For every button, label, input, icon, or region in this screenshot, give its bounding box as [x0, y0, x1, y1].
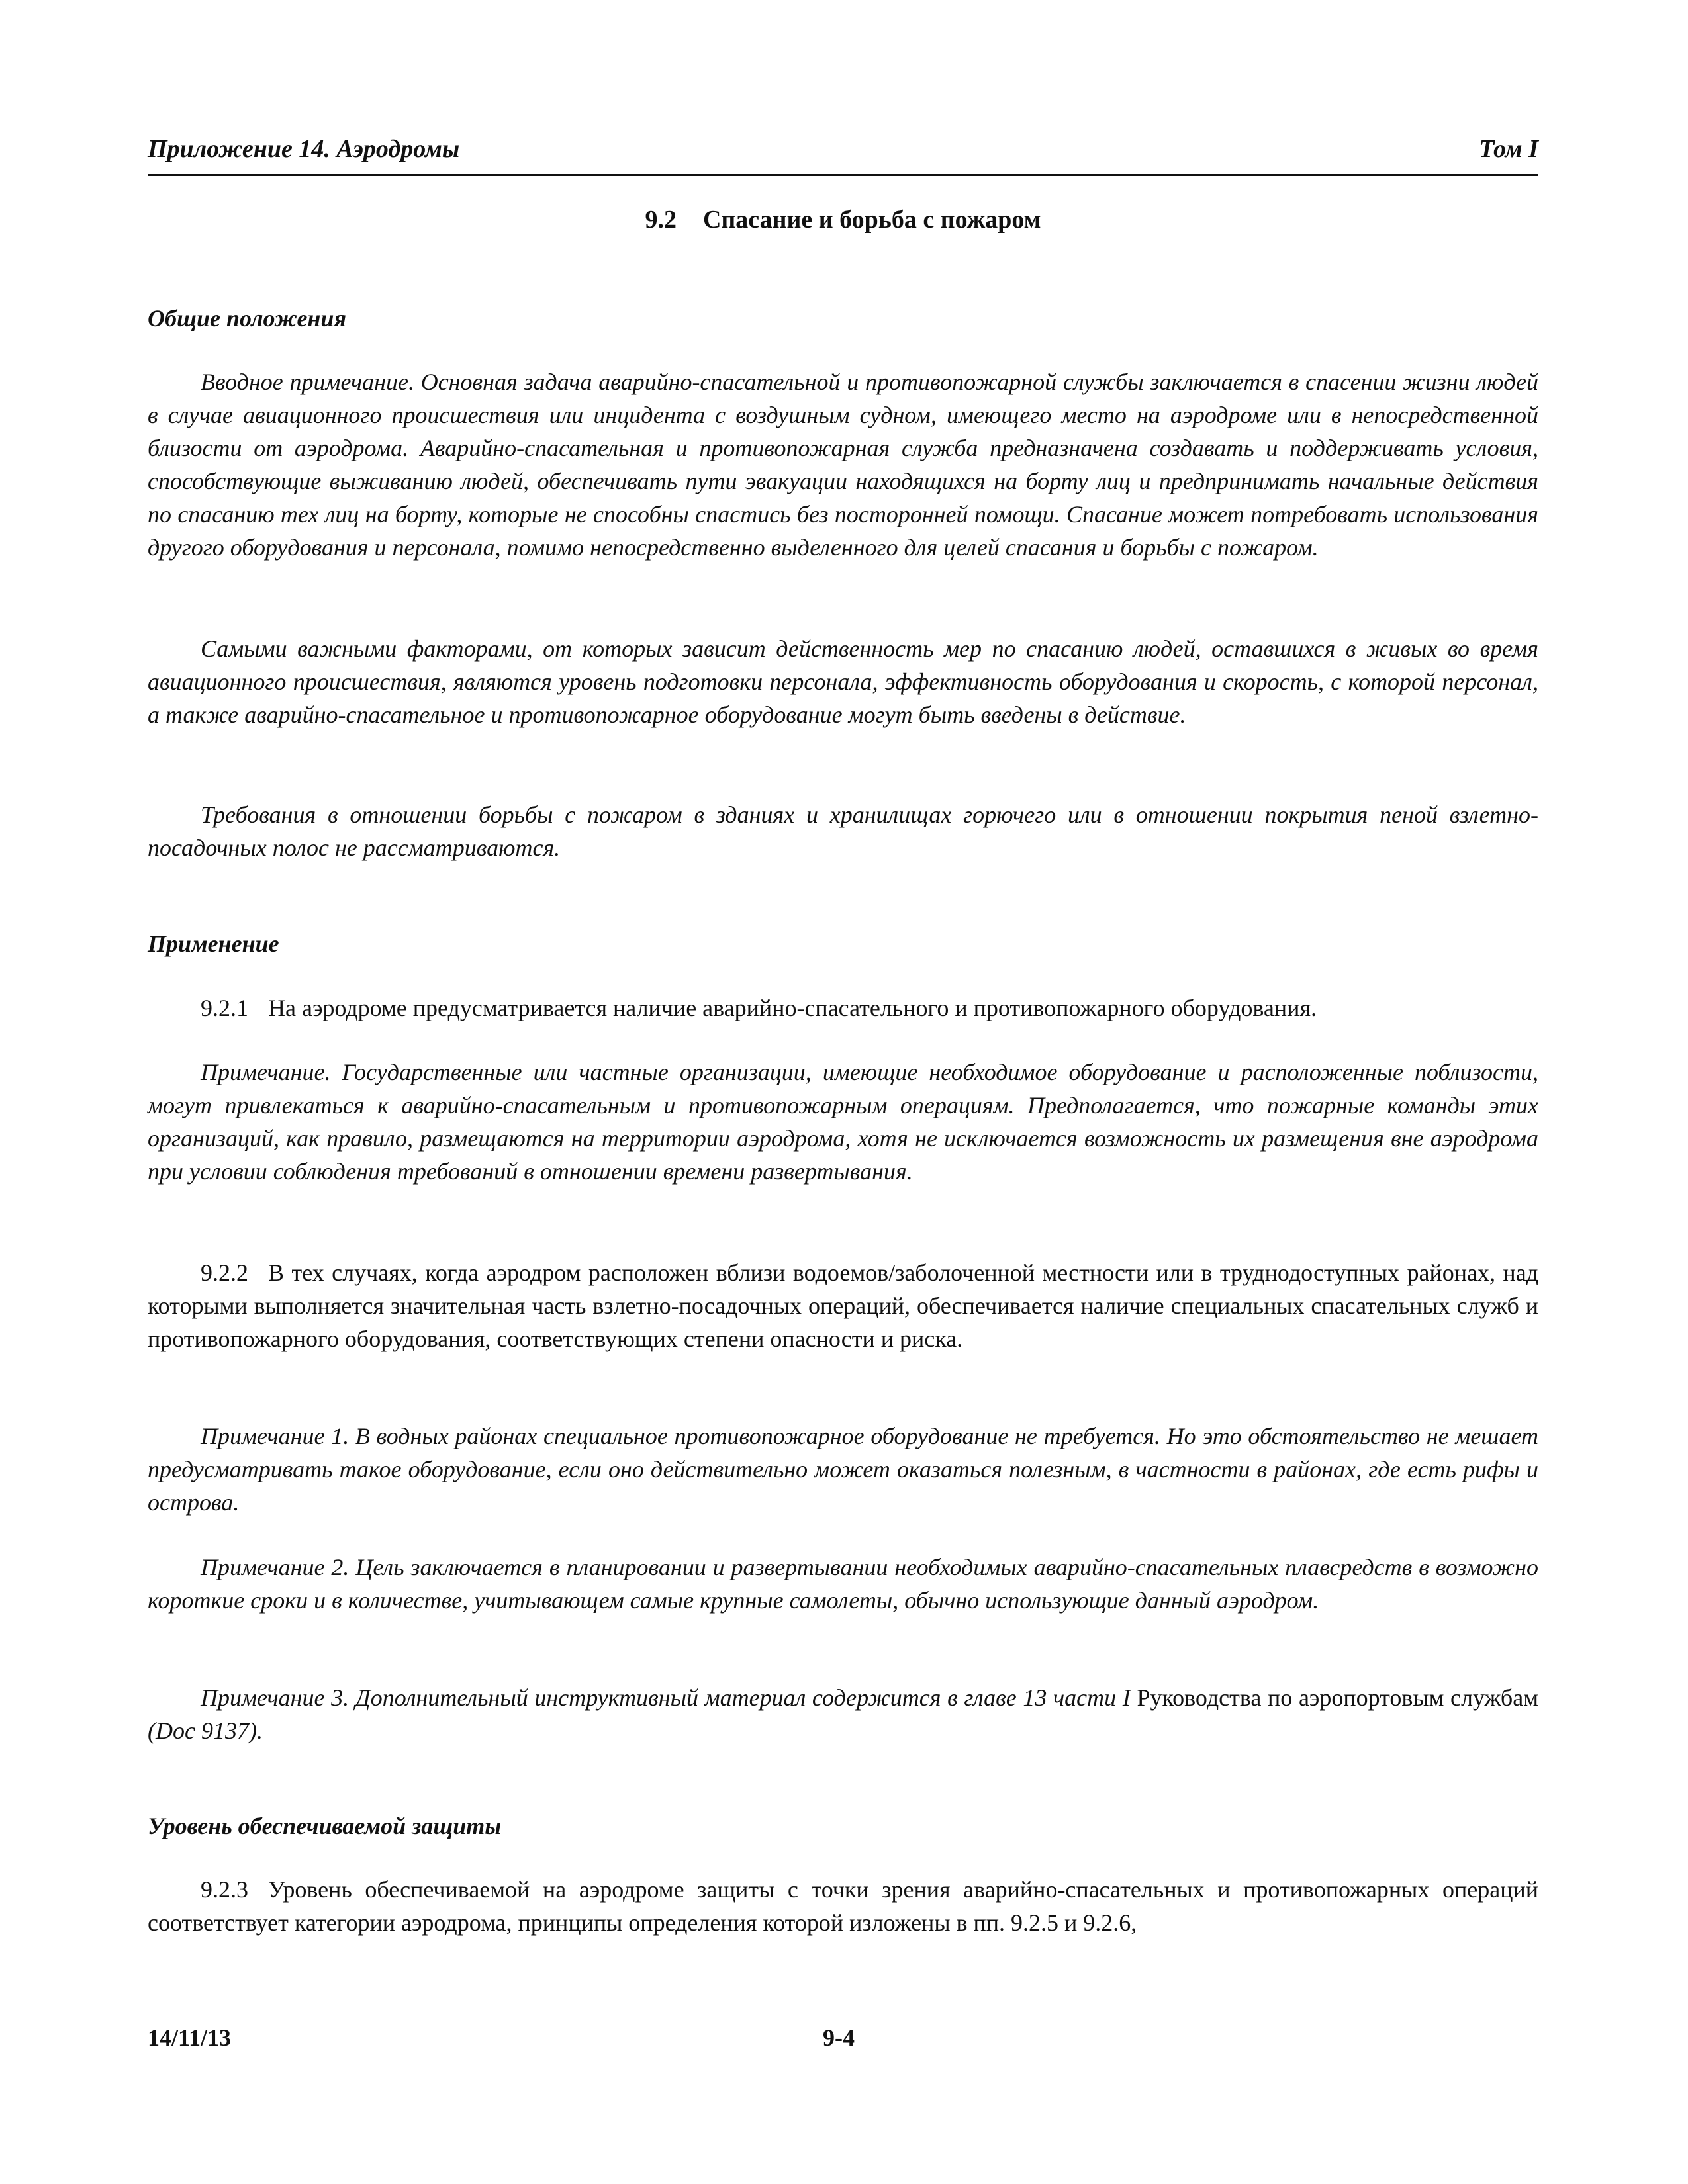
section-number: 9.2	[645, 206, 677, 234]
clause-number: 9.2.1	[201, 995, 248, 1021]
document-page	[148, 0, 1538, 2184]
clause-9-2-2	[148, 1256, 1538, 1355]
section-heading: Спасание и борьба с пожаром	[702, 206, 1041, 234]
note-2: Примечание 2. Цель заключается в планировании и развертывании необходимых аварийно-спасательных плавсредств в возможно короткие сроки и в количестве, учитывающем самые крупные самолеты, обычно использующие данный аэродром.	[148, 1554, 1538, 1614]
factors-paragraph: Самыми важными факторами, от которых зависит действенность мер по спасанию людей, оставшихся в живых во время авиационного происшествия, являются уровень подготовки персонала, эффективность оборудования и скорость, с которой персонал, а также аварийно-спасательное и противопожарное оборудование могут быть введены в действие.	[148, 635, 1538, 728]
note-3-text: Примечание 3. Дополнительный инструктивный материал содержится в главе 13 части I	[201, 1684, 1131, 1711]
note-organizations: Примечание. Государственные или частные организации, имеющие необходимое оборудование и расположенные поблизости, могут привлекаться к аварийно-спасательным и противопожарным операциям. Предполагается, что пожарные команды этих организаций, как правило, размещаются на территории аэродрома, хотя не исключается возможность их размещения вне аэродрома при условии соблюдения требований в отношении времени развертывания.	[148, 1059, 1538, 1185]
subheading-protection-level: Уровень обеспечиваемой защиты	[148, 1813, 502, 1839]
clause-text: В тех случаях, когда аэродром расположен вблизи водоемов/заболоченной местности или в труднодоступных районах, над которыми выполняется значительная часть взлетно-посадочных операций, обеспечивается наличие специальных спасательных служб и противопожарного оборудования, соответствующих степени опасности и риска.	[148, 1259, 1538, 1352]
note-3	[148, 1681, 1538, 1747]
subheading-general: Общие положения	[148, 305, 346, 332]
footer-page-number: 9-4	[823, 2025, 855, 2051]
footer-date: 14/11/13	[148, 2025, 232, 2051]
section-title	[148, 205, 1538, 234]
clause-number: 9.2.2	[201, 1259, 248, 1286]
clause-text: На аэродроме предусматривается наличие аварийно-спасательного и противопожарного оборудования.	[268, 995, 1317, 1021]
clause-text: Уровень обеспечиваемой на аэродроме защиты с точки зрения аварийно-спасательных и противопожарных операций соответствует категории аэродрома, принципы определения которой изложены в пп. 9.2.5 и 9.2.6,	[148, 1876, 1538, 1936]
note-1: Примечание 1. В водных районах специальное противопожарное оборудование не требуется. Но это обстоятельство не мешает предусматривать такое оборудование, если оно действительно может оказаться полезным, в частности в районах, где есть рифы и острова.	[148, 1423, 1538, 1516]
requirements-paragraph: Требования в отношении борьбы с пожаром в зданиях и хранилищах горючего или в отношении покрытия пеной взлетно-посадочных полос не рассматриваются.	[148, 801, 1538, 861]
intro-note-paragraph: Вводное примечание. Основная задача аварийно-спасательной и противопожарной службы заключается в спасении жизни людей в случае авиационного происшествия или инцидента с воздушным судном, имеющего место на аэродроме или в непосредственной близости от аэродрома. Аварийно-спасательная и противопожарная служба предназначена создавать и поддерживать условия, способствующие выживанию людей, обеспечивать пути эвакуации находящихся на борту лиц и предпринимать начальные действия по спасанию тех лиц на борту, которые не способны спастись без посторонней помощи. Спасание может потребовать использования другого оборудования и персонала, помимо непосредственно выделенного для целей спасания и борьбы с пожаром.	[148, 369, 1538, 561]
note-3-doc-ref: (Doc 9137).	[148, 1717, 263, 1744]
note-3-document-title: Руководства по аэропортовым службам	[1137, 1684, 1538, 1711]
header-annex-title: Приложение 14. Аэродромы	[148, 135, 460, 163]
subheading-application: Применение	[148, 931, 279, 957]
running-header	[148, 134, 1538, 176]
header-volume: Том I	[1479, 135, 1538, 163]
clause-number: 9.2.3	[201, 1876, 248, 1903]
clause-9-2-1	[148, 991, 1538, 1024]
clause-9-2-3	[148, 1873, 1538, 1939]
